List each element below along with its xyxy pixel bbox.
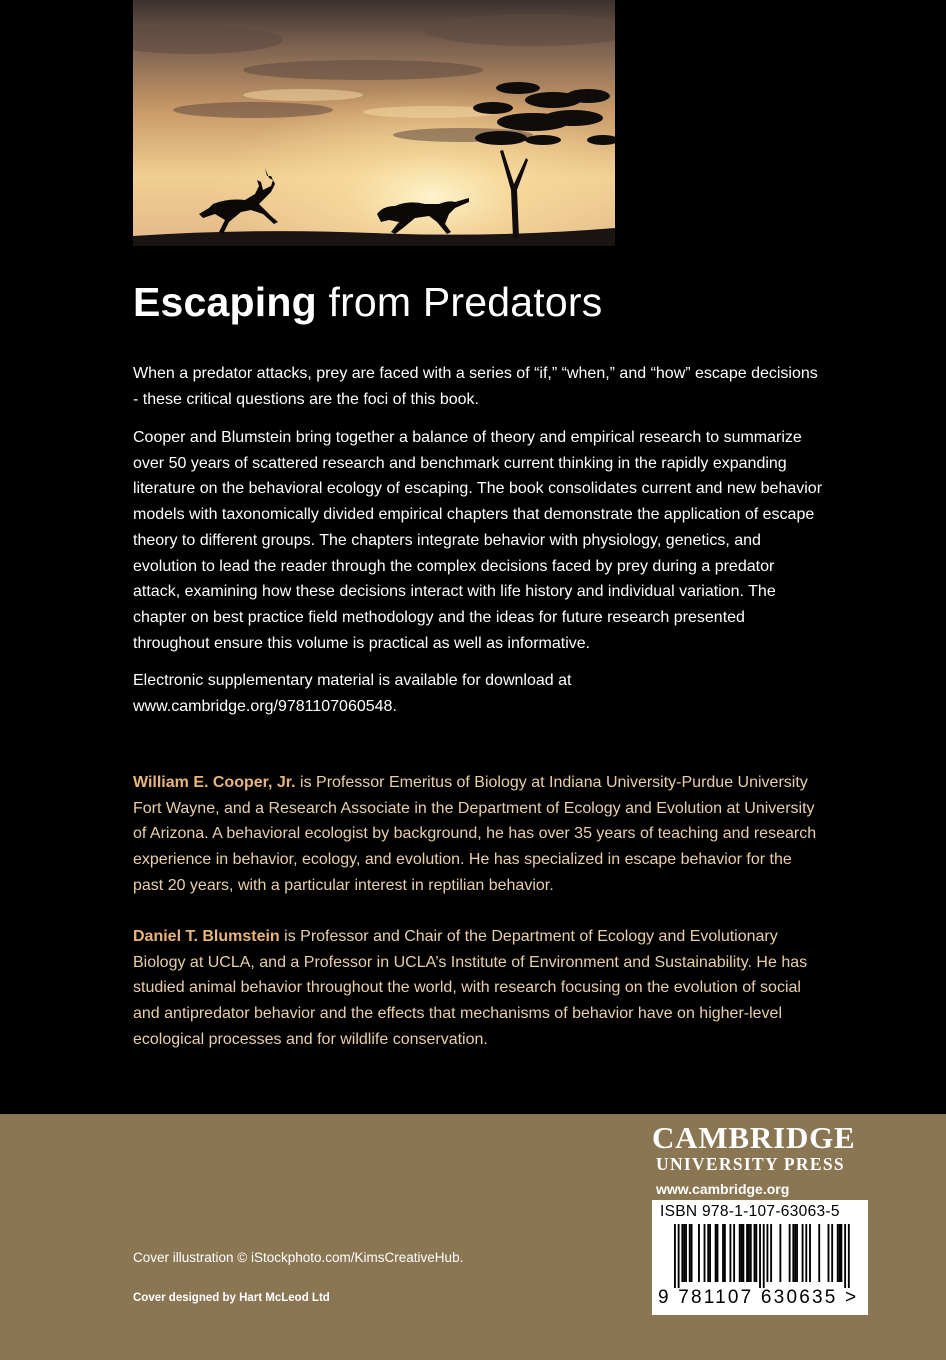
author-bio-blumstein-text: is Professor and Chair of the Department of Ecology and Evolutionary Biology at UCLA, and a Professor in UCLA’s Institute of Environment and Sustainability. He has studied animal behavior throughout the world, with research focusing on the evolution of social and antipredator behavior and the effects that mechanisms of behavior have on higher-level ecological processes and for wildlife conservation. (133, 928, 808, 1048)
barcode-bar (796, 1224, 798, 1282)
blurb-summary: Cooper and Blumstein bring together a balance of theory and empirical research to summarize over 50 years of scattered research and benchmark current thinking in the rapidly expanding literature on the behavioral ecology of escaping. The book consolidates current and new behavior models with taxonomically divided empirical chapters that demonstrate the application of escape theory to different groups. The chapters integrate behavior with physiology, genetics, and evolution to lead the reader through the complex decisions faced by prey during a predator attack, examining how these decisions interact with life history and individual variation. The chapter on best practice field methodology and the ideas for future research presented throughout ensure this volume is practical as well as informative. (133, 429, 823, 652)
barcode-bar (733, 1224, 735, 1282)
blurb-supplementary: Electronic supplementary material is available for download at www.cambridge.org/9781107060548. (133, 672, 572, 715)
barcode-bars (658, 1224, 864, 1288)
author-name-blumstein: Daniel T. Blumstein (133, 928, 280, 945)
barcode-bar (805, 1224, 807, 1282)
barcode-bar (709, 1224, 711, 1282)
barcode-bar (831, 1224, 833, 1282)
isbn-barcode (652, 1200, 868, 1315)
cover-illustration (133, 0, 615, 246)
publisher-url: www.cambridge.org (656, 1181, 790, 1197)
barcode-bar (742, 1224, 744, 1282)
blurb-intro: When a predator attacks, prey are faced with a series of “if,” “when,” and “how” escape decisions - these critical questions are the foci of this book. (133, 365, 818, 408)
barcode-bar (837, 1224, 839, 1282)
barcode-bar (839, 1224, 841, 1282)
barcode-bar (689, 1224, 691, 1282)
author-bio-cooper-text: is Professor Emeritus of Biology at Indiana University-Purdue University Fort Wayne, and a Research Associate in the Department of Ecology and Evolution at University of Arizona. A behavioral ecologist by background, he has over 35 years of teaching and research experience in behavior, ecology, and evolution. He has specialized in escape behavior for the past 20 years, with a particular interest in reptilian behavior. (133, 774, 817, 894)
barcode-bar (704, 1224, 706, 1282)
barcode-bar (750, 1224, 752, 1282)
barcode-bar (802, 1224, 804, 1282)
barcode-bar (698, 1224, 700, 1282)
publisher-name-line1: CAMBRIDGE (652, 1120, 856, 1155)
author-name-cooper: William E. Cooper, Jr. (133, 774, 296, 791)
barcode-bar (741, 1224, 743, 1282)
barcode-bar (748, 1224, 750, 1282)
barcode-bar (681, 1224, 683, 1282)
barcode-bar (779, 1224, 781, 1282)
cover-illustration-credit: Cover illustration © iStockphoto.com/KimsCreativeHub. (133, 1250, 464, 1265)
author-bio-cooper (133, 770, 823, 899)
barcode-bar (809, 1224, 811, 1282)
barcode-bar (754, 1224, 756, 1282)
barcode-bar (848, 1224, 850, 1288)
barcode-bar (685, 1224, 687, 1282)
barcode-digits: 9 781107 630635 > (658, 1287, 859, 1308)
barcode-bar (828, 1224, 830, 1282)
barcode-bar (789, 1224, 791, 1282)
barcode-bar (755, 1224, 757, 1282)
barcode-bar (792, 1224, 794, 1282)
cover-design-credit: Cover designed by Hart McLeod Ltd (133, 1292, 330, 1304)
barcode-bar (841, 1224, 843, 1282)
barcode-bar (818, 1224, 820, 1282)
isbn-label: ISBN 978-1-107-63063-5 (660, 1203, 840, 1220)
barcode-bar (763, 1224, 765, 1288)
barcode-bar (770, 1224, 772, 1282)
barcode-bar (794, 1224, 796, 1282)
publisher-name-line2: UNIVERSITY PRESS (656, 1154, 845, 1174)
publisher-logo (652, 1122, 870, 1197)
barcode-bar (722, 1224, 724, 1282)
barcode-bar (724, 1224, 726, 1282)
barcode-bar (674, 1224, 676, 1288)
barcode-bar (767, 1224, 769, 1282)
book-title-rest: from Predators (316, 279, 603, 325)
barcode-bar (739, 1224, 741, 1282)
barcode-bar (715, 1224, 717, 1282)
barcode-bar (844, 1224, 846, 1288)
barcode-bar (678, 1224, 680, 1288)
barcode-bar (746, 1224, 748, 1282)
barcode-bar (759, 1224, 761, 1288)
barcode-bar (683, 1224, 685, 1282)
barcode-bar (717, 1224, 719, 1282)
book-title-bold: Escaping (133, 279, 317, 325)
barcode-bar (707, 1224, 709, 1282)
barcode-bar (691, 1224, 693, 1282)
barcode-bar (730, 1224, 732, 1282)
book-title (133, 278, 833, 326)
author-bio-blumstein (133, 924, 823, 1053)
